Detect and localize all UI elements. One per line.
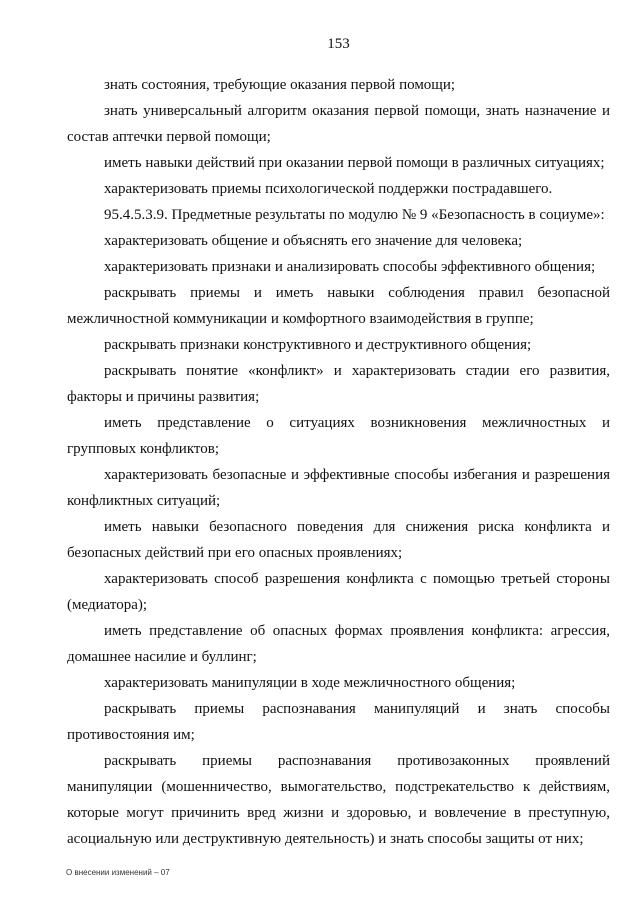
paragraph: характеризовать признаки и анализировать способы эффективного общения; xyxy=(104,259,596,275)
page-number: 153 xyxy=(327,36,350,52)
paragraph: характеризовать безопасные и эффективные способы избегания и разрешения конфликтных ситуаций; xyxy=(67,467,610,509)
paragraph: характеризовать приемы психологической поддержки пострадавшего. xyxy=(104,181,553,197)
paragraph: характеризовать способ разрешения конфликта с помощью третьей стороны (медиатора); xyxy=(67,571,610,613)
paragraph: характеризовать общение и объяснять его значение для человека; xyxy=(104,233,523,249)
paragraph: раскрывать приемы распознавания противозаконных проявлений манипуляции (мошенничество, вымогательство, подстрекательство к действиям, которые могут причинить вред жизни и здоровью, и вовлечение в преступную, асоциальную или деструктивную деятельность) и знать способы защиты от них; xyxy=(67,753,610,847)
footer-note: О внесении изменений – 07 xyxy=(66,868,170,877)
paragraph: раскрывать приемы распознавания манипуляций и знать способы противостояния им; xyxy=(67,701,610,743)
paragraph: раскрывать признаки конструктивного и деструктивного общения; xyxy=(104,337,532,353)
paragraph: знать состояния, требующие оказания первой помощи; xyxy=(104,77,456,93)
paragraph: знать универсальный алгоритм оказания первой помощи, знать назначение и состав аптечки первой помощи; xyxy=(67,103,610,145)
paragraph: иметь представление о ситуациях возникновения межличностных и групповых конфликтов; xyxy=(67,415,610,457)
paragraph: иметь навыки безопасного поведения для снижения риска конфликта и безопасных действий при его опасных проявлениях; xyxy=(67,519,610,561)
section-heading: 95.4.5.3.9. Предметные результаты по модулю № 9 «Безопасность в социуме»: xyxy=(104,207,605,223)
paragraph: иметь представление об опасных формах проявления конфликта: агрессия, домашнее насилие и буллинг; xyxy=(67,623,610,665)
paragraph: раскрывать приемы и иметь навыки соблюдения правил безопасной межличностной коммуникации и комфортного взаимодействия в группе; xyxy=(67,285,610,327)
paragraph: иметь навыки действий при оказании первой помощи в различных ситуациях; xyxy=(104,155,605,171)
paragraph: характеризовать манипуляции в ходе межличностного общения; xyxy=(104,675,516,691)
paragraph: раскрывать понятие «конфликт» и характеризовать стадии его развития, факторы и причины развития; xyxy=(67,363,610,405)
